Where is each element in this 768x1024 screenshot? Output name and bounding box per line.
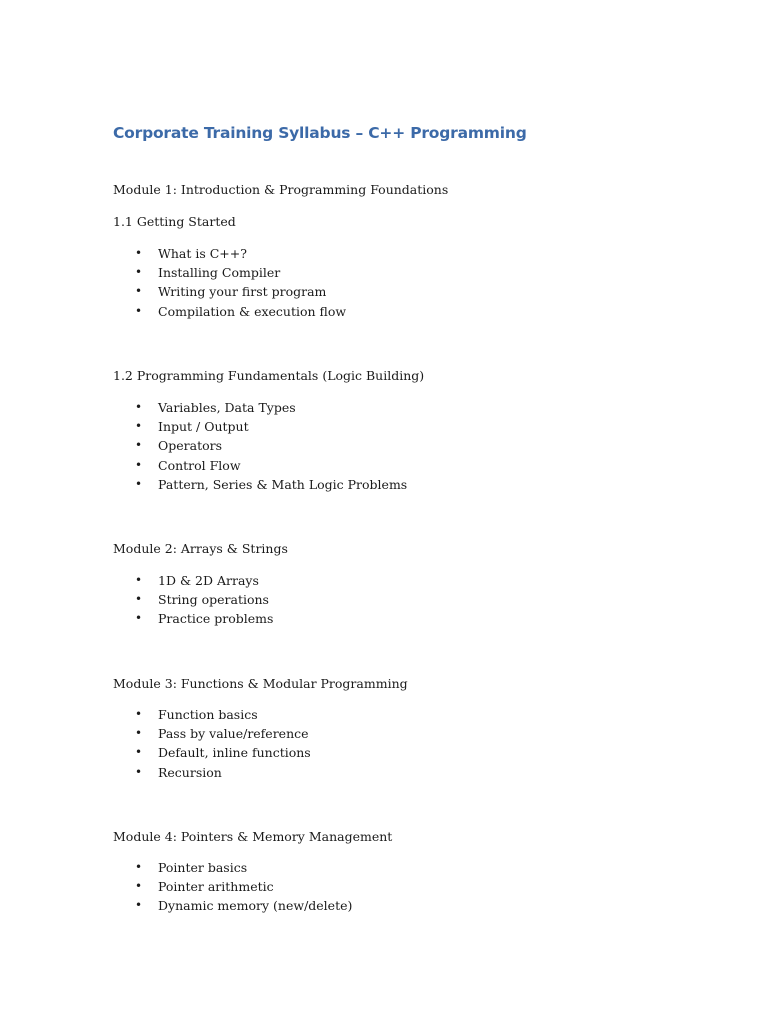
- bullet-icon: •: [135, 265, 143, 280]
- list-item-text: Control Flow: [158, 457, 241, 473]
- list-item-text: Function basics: [158, 707, 258, 722]
- list-item-text: Pointer basics: [158, 860, 248, 875]
- list-item-text: Input / Output: [158, 419, 249, 435]
- document-title: Corporate Training Syllabus – C++ Programming: [113, 124, 527, 142]
- bullet-icon: •: [135, 400, 143, 414]
- module-2-heading: Module 2: Arrays & Strings: [113, 541, 288, 556]
- list-item-text: Variables, Data Types: [158, 400, 296, 415]
- bullet-icon: •: [135, 246, 143, 260]
- list-item-text: Practice problems: [158, 611, 274, 627]
- list-item: [135, 877, 352, 896]
- list-item-text: Installing Compiler: [158, 265, 281, 281]
- list-item-text: Default, inline functions: [158, 745, 311, 761]
- bullet-icon: •: [135, 764, 143, 779]
- bullet-icon: •: [135, 457, 143, 472]
- list-item-text: 1D & 2D Arrays: [158, 573, 259, 588]
- list-item-text: Pointer arithmetic: [158, 879, 274, 895]
- bullet-icon: •: [135, 611, 143, 626]
- list-item: [135, 263, 346, 282]
- list-item-text: Recursion: [158, 764, 222, 780]
- section-1-2-heading: 1.2 Programming Fundamentals (Logic Building): [113, 368, 425, 383]
- bullet-icon: •: [135, 573, 143, 587]
- module-4-heading: Module 4: Pointers & Memory Management: [113, 829, 393, 844]
- bullet-icon: •: [135, 898, 143, 913]
- list-item: [135, 417, 407, 436]
- list-item: [135, 724, 311, 743]
- bullet-icon: •: [135, 303, 143, 318]
- bullet-icon: •: [135, 419, 143, 434]
- bullet-icon: •: [135, 879, 143, 894]
- module-1-heading: Module 1: Introduction & Programming Foundations: [113, 182, 449, 197]
- list-item: [135, 858, 352, 877]
- list-item: [135, 571, 273, 590]
- bullet-icon: •: [135, 707, 143, 721]
- section-1-1-heading: 1.1 Getting Started: [113, 214, 236, 229]
- list-item-text: Pass by value/reference: [158, 726, 309, 742]
- list-item: [135, 590, 273, 609]
- list-item: [135, 436, 407, 455]
- bullet-icon: •: [135, 284, 143, 299]
- bullet-icon: •: [135, 476, 143, 491]
- bullet-icon: •: [135, 860, 143, 874]
- list-item: [135, 302, 347, 321]
- section-1-2-list: [135, 398, 408, 494]
- list-item: [135, 705, 311, 724]
- list-item: [135, 282, 346, 301]
- module-2-list: [135, 571, 274, 629]
- list-item-text: Pattern, Series & Math Logic Problems: [158, 476, 408, 492]
- list-item: [135, 896, 353, 915]
- section-1-1-list: [135, 244, 347, 321]
- list-item: [135, 244, 346, 263]
- list-item: [135, 609, 274, 628]
- bullet-icon: •: [135, 726, 143, 741]
- list-item: [135, 456, 407, 475]
- list-item-text: What is C++?: [158, 246, 247, 261]
- list-item-text: Operators: [158, 438, 223, 454]
- bullet-icon: •: [135, 745, 143, 760]
- module-3-list: [135, 705, 311, 782]
- list-item-text: String operations: [158, 592, 269, 608]
- bullet-icon: •: [135, 438, 143, 453]
- list-item-text: Compilation & execution flow: [158, 303, 347, 319]
- list-item-text: Dynamic memory (new/delete): [158, 898, 353, 914]
- module-3-heading: Module 3: Functions & Modular Programming: [113, 676, 408, 691]
- list-item-text: Writing your first program: [158, 284, 327, 300]
- list-item: [135, 398, 407, 417]
- list-item: [135, 743, 311, 762]
- list-item: [135, 763, 311, 782]
- module-4-list: [135, 858, 353, 916]
- list-item: [135, 475, 408, 494]
- bullet-icon: •: [135, 592, 143, 607]
